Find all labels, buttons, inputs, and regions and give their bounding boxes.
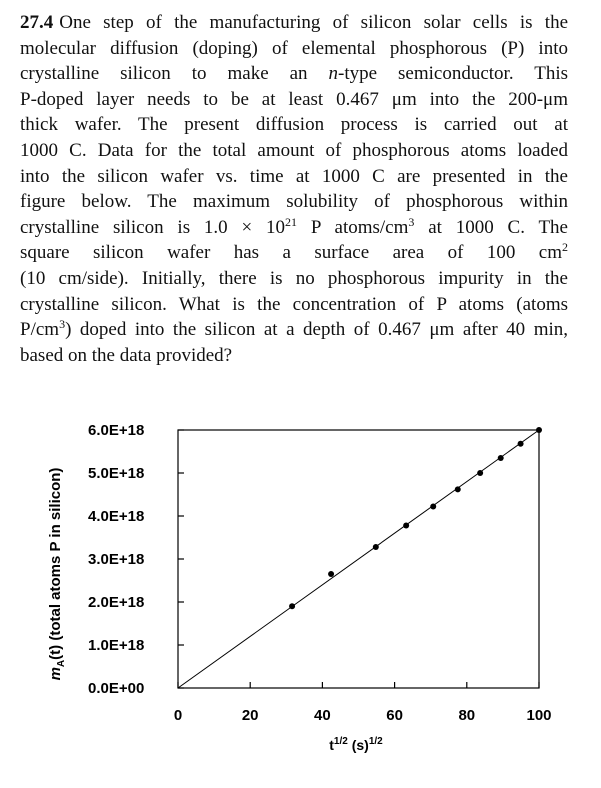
- x-axis-label-s: (s): [347, 737, 369, 753]
- y-tick-label: 5.0E+18: [88, 465, 145, 482]
- y-axis-label-sub: A: [56, 659, 67, 668]
- chart: [0, 400, 601, 783]
- data-point: [498, 455, 504, 461]
- data-point: [403, 522, 409, 528]
- problem-line-10: square silicon wafer has a surface area of 100 $cm^2$: [20, 240, 568, 264]
- problem-line-6: 1000 C. Data for the total amount of phosphorous atoms loaded: [20, 139, 568, 161]
- y-axis-label: [47, 468, 67, 681]
- data-point: [477, 470, 483, 476]
- data-point: [455, 486, 461, 492]
- problem-line-11: (10 cm/side). Initially, there is no phosphorous impurity in the: [20, 267, 568, 289]
- x-tick-label: 80: [458, 707, 476, 724]
- x-tick-label: 20: [241, 707, 259, 724]
- x-tick-label: 100: [526, 707, 552, 724]
- problem-line-12: crystalline silicon. What is the concentration of P atoms (atoms: [20, 293, 568, 315]
- y-axis-label-rest: (t) (total atoms P in silicon): [47, 467, 64, 660]
- data-point: [373, 544, 379, 550]
- problem-line-8: figure below. The maximum solubility of phosphorous within: [20, 191, 568, 213]
- x-axis-label: [329, 736, 383, 753]
- problem-line-1: 27.4 One step of the manufacturing of silicon solar cells is the: [20, 12, 568, 33]
- problem-line-3: crystalline silicon to make an n-type semiconductor. This: [20, 63, 568, 85]
- problem-line-9: crystalline silicon is $1.0 \times 10^{21}$ P atoms/$cm^3$ at 1000 C. The: [20, 214, 568, 238]
- x-tick-label: 60: [386, 707, 403, 724]
- y-tick-label: 2.0E+18: [88, 594, 145, 611]
- y-tick-label: 3.0E+18: [88, 551, 145, 568]
- data-point: [536, 427, 542, 433]
- problem-number: 27.4: [20, 12, 54, 33]
- x-axis-label-t: t: [329, 737, 334, 753]
- data-point: [289, 603, 295, 609]
- problem-line-7: into the silicon wafer vs. time at 1000 C are presented in the: [20, 165, 568, 187]
- y-tick-label: 0.0E+00: [88, 680, 145, 697]
- x-axis-label-sup2: 1/2: [368, 736, 383, 747]
- fit-line: [178, 430, 539, 688]
- problem-line-13: $P/cm^3$) doped into the silicon at a depth of 0.467 μm after 40 min,: [20, 317, 568, 341]
- data-point: [518, 441, 524, 447]
- figure: [0, 400, 601, 783]
- x-tick-label: 0: [173, 707, 183, 724]
- data-point: [328, 571, 334, 577]
- problem-line-14: based on the data provided?: [20, 344, 233, 366]
- y-tick-label: 6.0E+18: [88, 422, 145, 439]
- x-axis-label-sup1: 1/2: [333, 736, 348, 747]
- y-tick-label: 4.0E+18: [88, 508, 145, 525]
- y-axis-label-m: m: [47, 667, 64, 681]
- y-tick-label: 1.0E+18: [88, 637, 145, 654]
- problem-line-2: molecular diffusion (doping) of elemental phosphorous (P) into: [20, 37, 568, 59]
- data-point: [430, 504, 436, 510]
- problem-line-5: thick wafer. The present diffusion process is carried out at: [20, 114, 568, 136]
- problem-statement: [20, 10, 568, 368]
- problem-line-4: P-doped layer needs to be at least 0.467 μm into the 200-μm: [20, 88, 568, 110]
- x-tick-label: 40: [314, 707, 331, 724]
